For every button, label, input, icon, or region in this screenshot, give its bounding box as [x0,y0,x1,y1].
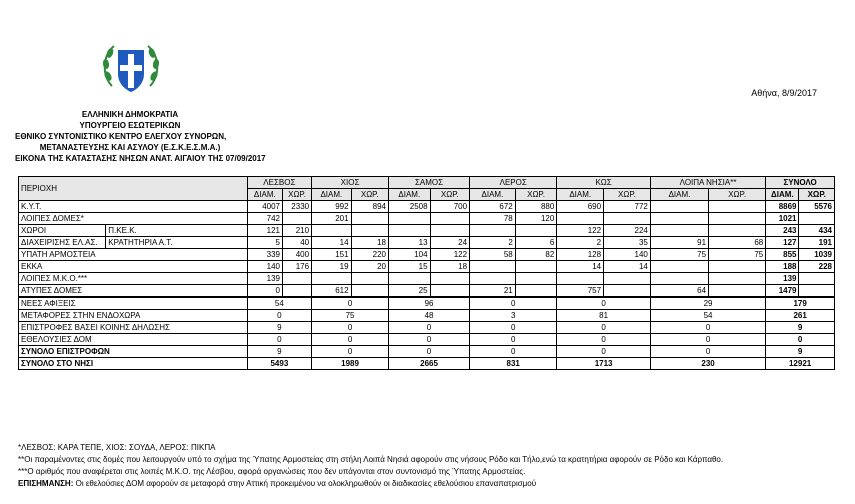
value-cell [799,285,835,298]
value-cell: 742 [247,213,282,225]
value-cell: 1039 [799,249,835,261]
value-cell: 992 [312,201,351,213]
sub-header: ΔΙΑΜ. [557,189,604,201]
value-cell: 831 [470,358,557,370]
value-cell: 48 [389,310,470,322]
sub-header: ΧΩΡ. [515,189,557,201]
document-date: Αθήνα, 8/9/2017 [751,88,817,98]
value-cell: 0 [650,334,765,346]
row-label: ΕΚΚΑ [19,261,248,273]
table-row [19,346,835,358]
table-row [19,297,835,310]
value-cell: 5576 [799,201,835,213]
table-row [19,213,835,225]
value-cell: 0 [247,334,311,346]
row-label: ΑΤΥΠΕΣ ΔΟΜΕΣ [19,285,248,298]
table-row [19,334,835,346]
value-cell: 228 [799,261,835,273]
value-cell [470,225,516,237]
value-cell [604,213,651,225]
table-header-row [19,177,835,189]
value-cell: 261 [766,310,835,322]
status-table [18,176,835,370]
table-row [19,249,835,261]
value-cell: 104 [389,249,431,261]
value-cell: 9 [247,322,311,334]
row-label: ΕΠΙΣΤΡΟΦΕΣ ΒΑΣΕΙ ΚΟΙΝΗΣ ΔΗΛΩΣΗΣ [19,322,248,334]
value-cell [389,225,431,237]
value-cell: 0 [247,310,311,322]
value-cell [515,285,557,298]
value-cell: 78 [470,213,516,225]
value-cell: 139 [766,273,799,285]
greek-emblem-icon [98,36,164,102]
footnote: ***Ο αριθμός που αναφέρεται στις λοιπές Μ.Κ.Ο. της Λέσβου, αφορά οργανώσεις που δεν υπάγονται στον συντονισμό της Ύπατης Αρμοστείας. [18,467,526,476]
value-cell: 188 [766,261,799,273]
value-cell [799,213,835,225]
value-cell: 224 [604,225,651,237]
value-cell: 201 [312,213,351,225]
value-cell [430,273,469,285]
sub-header: ΧΩΡ. [282,189,311,201]
island-header: ΣΑΜΟΣ [389,177,470,189]
value-cell: 191 [799,237,835,249]
header-line: ΕΘΝΙΚΟ ΣΥΝΤΟΝΙΣΤΙΚΟ ΚΕΝΤΡΟ ΕΛΕΓΧΟΥ ΣΥΝΟΡΩΝ, [15,132,227,141]
row-label: ΕΘΕΛΟΥΣΙΕΣ ΔΟΜ [19,334,248,346]
value-cell: 18 [351,237,388,249]
island-header: ΚΩΣ [557,177,651,189]
value-cell [430,285,469,298]
value-cell: 82 [515,249,557,261]
table-row [19,201,835,213]
value-cell: 9 [766,346,835,358]
sub-header: ΔΙΑΜ. [312,189,351,201]
island-header: ΛΕΡΟΣ [470,177,557,189]
value-cell [515,273,557,285]
sub-header: ΔΙΑΜ. [766,189,799,201]
value-cell [351,273,388,285]
value-cell: 12921 [766,358,835,370]
row-label: ΝΕΕΣ ΑΦΙΞΕΙΣ [19,297,248,310]
value-cell [470,261,516,273]
sub-header: ΧΩΡ. [799,189,835,201]
value-cell [709,285,766,298]
value-cell: 0 [312,346,389,358]
value-cell: 68 [709,237,766,249]
value-cell: 75 [650,249,708,261]
value-cell [515,225,557,237]
document-page [9,12,837,488]
sub-header: ΔΙΑΜ. [470,189,516,201]
value-cell: 230 [650,358,765,370]
table-row [19,225,835,237]
value-cell: 1479 [766,285,799,298]
value-cell: 179 [766,297,835,310]
value-cell [351,213,388,225]
value-cell: 127 [766,237,799,249]
value-cell: 0 [389,322,470,334]
row-label: ΧΩΡΟΙ [19,225,106,237]
value-cell [650,225,708,237]
value-cell: 120 [515,213,557,225]
value-cell [282,273,311,285]
value-cell: 0 [650,322,765,334]
value-cell: 880 [515,201,557,213]
value-cell: 96 [389,297,470,310]
value-cell: 64 [650,285,708,298]
value-cell: 5 [247,237,282,249]
value-cell: 75 [312,310,389,322]
value-cell [430,213,469,225]
value-cell [709,201,766,213]
sub-header: ΔΙΑΜ. [247,189,282,201]
value-cell: 25 [389,285,431,298]
value-cell [312,273,351,285]
value-cell: 0 [557,297,651,310]
table-row [19,285,835,298]
value-cell: 0 [557,346,651,358]
value-cell [709,225,766,237]
value-cell: 400 [282,249,311,261]
value-cell: 1021 [766,213,799,225]
sub-header: ΔΙΑΜ. [650,189,708,201]
value-cell: 612 [312,285,351,298]
value-cell: 6 [515,237,557,249]
value-cell [709,273,766,285]
island-header: ΣΥΝΟΛΟ [766,177,835,189]
value-cell: 0 [312,297,389,310]
row-label: ΜΕΤΑΦΟΡΕΣ ΣΤΗΝ ΕΝΔΟΧΩΡΑ [19,310,248,322]
row-label: ΔΙΑΧΕΙΡΙΣΗΣ ΕΛ.ΑΣ. [19,237,106,249]
row-label: ΣΥΝΟΛΟ ΕΠΙΣΤΡΟΦΩΝ [19,346,248,358]
table-row [19,322,835,334]
header-line: ΕΙΚΟΝΑ ΤΗΣ ΚΑΤΑΣΤΑΣΗΣ ΝΗΣΩΝ ΑΝΑΤ. ΑΙΓΑΙΟΥ ΤΗΣ 07/09/2017 [15,154,266,163]
value-cell [650,213,708,225]
value-cell: 243 [766,225,799,237]
value-cell: 139 [247,273,282,285]
value-cell: 21 [470,285,516,298]
island-header: ΛΟΙΠΑ ΝΗΣΙΑ** [650,177,765,189]
value-cell [389,273,431,285]
value-cell: 434 [799,225,835,237]
value-cell [430,225,469,237]
value-cell: 0 [247,285,282,298]
table-row [19,237,835,249]
value-cell: 0 [389,346,470,358]
value-cell: 0 [557,334,651,346]
document-header [15,109,266,164]
value-cell [312,225,351,237]
value-cell [282,213,311,225]
value-cell: 121 [247,225,282,237]
value-cell [282,285,311,298]
value-cell: 54 [650,310,765,322]
value-cell: 0 [470,334,557,346]
row-sublabel: ΚΡΑΤΗΤΗΡΙΑ Α.Τ. [106,237,247,249]
value-cell: 2 [470,237,516,249]
value-cell: 176 [282,261,311,273]
value-cell [604,285,651,298]
value-cell: 690 [557,201,604,213]
value-cell: 0 [470,346,557,358]
value-cell: 0 [312,334,389,346]
value-cell [515,261,557,273]
value-cell [650,201,708,213]
header-line: ΥΠΟΥΡΓΕΙΟ ΕΣΩΤΕΡΙΚΩΝ [79,121,181,130]
value-cell: 140 [604,249,651,261]
value-cell: 1713 [557,358,651,370]
value-cell: 772 [604,201,651,213]
value-cell: 14 [557,261,604,273]
value-cell: 122 [557,225,604,237]
value-cell [709,261,766,273]
footnote [18,478,848,490]
value-cell: 8869 [766,201,799,213]
table-row [19,310,835,322]
value-cell: 2 [557,237,604,249]
value-cell: 13 [389,237,431,249]
value-cell [709,213,766,225]
footnote-title: ΕΠΙΣΗΜΑΝΣΗ: [18,479,74,488]
value-cell: 151 [312,249,351,261]
value-cell: 757 [557,285,604,298]
value-cell: 0 [312,322,389,334]
value-cell: 0 [470,297,557,310]
value-cell: 18 [430,261,469,273]
value-cell: 894 [351,201,388,213]
footnote-text: Οι εθελούσιες ΔΟΜ αφορούν σε μεταφορά στην Αττική προκειμένου να ολοκληρωθούν οι διαδικασίες εθελούσιου επαναπατρισμού [73,479,537,488]
table-row [19,261,835,273]
value-cell [604,273,651,285]
value-cell: 2665 [389,358,470,370]
footnote: **Οι παραμένοντες στις δομές που λειτουργούν υπό το σχήμα της Ύπατης Αρμοστείας στη στήλη Λοιπά Νησιά αφορούν στις νήσους Ρόδο και Τήλο,ενώ τα κρατητήρια αφορούν σε Ρόδο και Κάρπαθο. [18,455,724,464]
value-cell: 20 [351,261,388,273]
value-cell: 0 [389,334,470,346]
value-cell: 35 [604,237,651,249]
value-cell: 0 [557,322,651,334]
row-label: Κ.Υ.Τ. [19,201,248,213]
value-cell [650,273,708,285]
sub-header: ΧΩΡ. [430,189,469,201]
value-cell: 700 [430,201,469,213]
island-header: ΛΕΣΒΟΣ [247,177,311,189]
sub-header: ΧΩΡ. [351,189,388,201]
value-cell [389,213,431,225]
value-cell: 0 [766,334,835,346]
area-header: ΠΕΡΙΟΧΗ [19,177,248,201]
value-cell: 9 [247,346,311,358]
table-row [19,358,835,370]
value-cell [557,213,604,225]
value-cell: 4007 [247,201,282,213]
row-label: ΥΠΑΤΗ ΑΡΜΟΣΤΕΙΑ [19,249,248,261]
value-cell [650,261,708,273]
row-sublabel: Π.ΚΕ.Κ. [106,225,247,237]
value-cell: 40 [282,237,311,249]
footnotes [18,442,848,490]
value-cell: 81 [557,310,651,322]
value-cell [351,225,388,237]
value-cell: 2330 [282,201,311,213]
value-cell: 91 [650,237,708,249]
island-header: ΧΙΟΣ [312,177,389,189]
sub-header: ΔΙΑΜ. [389,189,431,201]
value-cell: 24 [430,237,469,249]
value-cell: 210 [282,225,311,237]
value-cell: 14 [312,237,351,249]
value-cell: 0 [650,346,765,358]
value-cell: 15 [389,261,431,273]
value-cell: 5493 [247,358,311,370]
value-cell: 122 [430,249,469,261]
value-cell: 2508 [389,201,431,213]
header-line: ΜΕΤΑΝΑΣΤΕΥΣΗΣ ΚΑΙ ΑΣΥΛΟΥ (Ε.Σ.Κ.Ε.Σ.Μ.Α.) [39,143,221,152]
row-label: ΛΟΙΠΕΣ ΔΟΜΕΣ* [19,213,248,225]
value-cell: 672 [470,201,516,213]
value-cell: 9 [766,322,835,334]
value-cell: 140 [247,261,282,273]
value-cell: 855 [766,249,799,261]
value-cell: 75 [709,249,766,261]
value-cell [351,285,388,298]
header-line: ΕΛΛΗΝΙΚΗ ΔΗΜΟΚΡΑΤΙΑ [81,110,179,119]
row-label: ΛΟΙΠΕΣ Μ.Κ.Ο.*** [19,273,248,285]
value-cell: 54 [247,297,311,310]
value-cell: 128 [557,249,604,261]
value-cell [799,273,835,285]
sub-header: ΧΩΡ. [709,189,766,201]
value-cell: 58 [470,249,516,261]
footnote: *ΛΕΣΒΟΣ: ΚΑΡΑ ΤΕΠΕ, ΧΙΟΣ: ΣΟΥΔΑ, ΛΕΡΟΣ: ΠΙΚΠΑ [18,443,216,452]
row-label: ΣΥΝΟΛΟ ΣΤΟ ΝΗΣΙ [19,358,248,370]
value-cell: 0 [470,322,557,334]
value-cell: 3 [470,310,557,322]
value-cell [470,273,516,285]
value-cell: 220 [351,249,388,261]
sub-header: ΧΩΡ. [604,189,651,201]
value-cell [557,273,604,285]
value-cell: 339 [247,249,282,261]
value-cell: 14 [604,261,651,273]
value-cell: 1989 [312,358,389,370]
table-row [19,273,835,285]
value-cell: 29 [650,297,765,310]
value-cell: 19 [312,261,351,273]
